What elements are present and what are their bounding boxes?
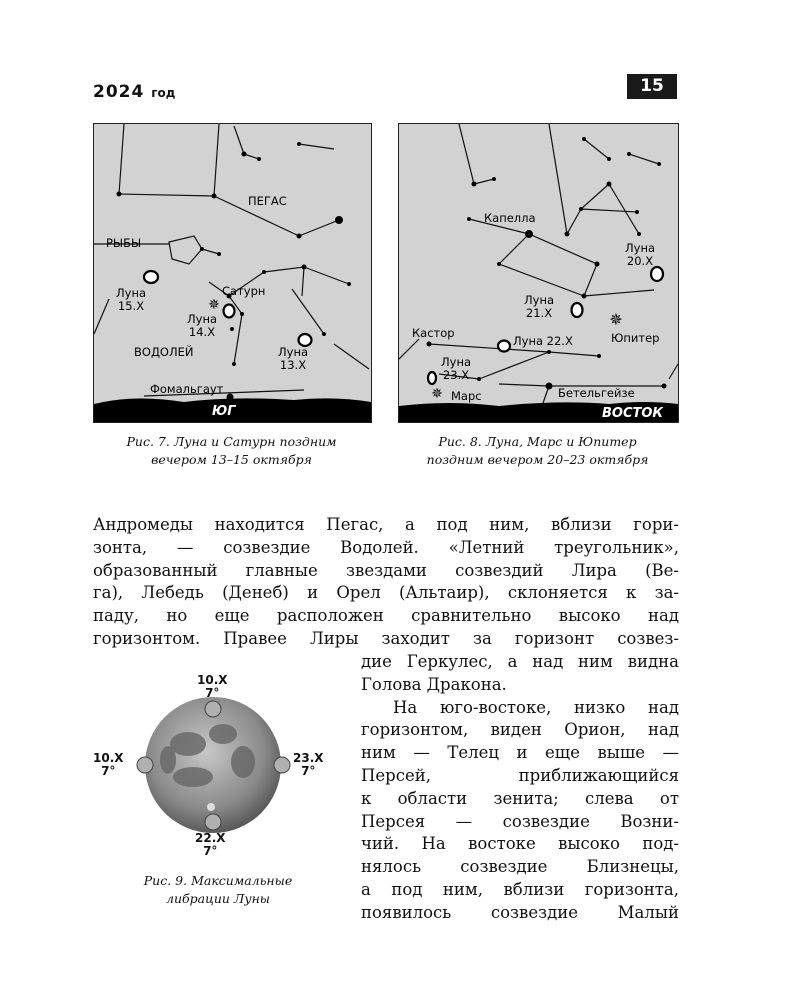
body-text	[93, 514, 679, 651]
text-line: Андромеды находится Пегас, а под ним, вблизи гори-	[93, 515, 679, 534]
figure-9-moon	[93, 672, 343, 872]
text-line: зонта, — созвездие Водолей. «Летний треугольник»,	[93, 537, 679, 557]
text-line: дие Геркулес, а над ним видна	[361, 652, 679, 671]
label-moon-23: Луна 23.X	[441, 355, 472, 382]
label-moon-22: Луна 22.X	[513, 334, 573, 348]
svg-text:✵: ✵	[609, 310, 623, 329]
text-line: нялось созвездие Близнецы,	[361, 857, 679, 877]
text-line: а под ним, вблизи горизонта,	[361, 879, 679, 899]
label-castor: Кастор	[412, 326, 455, 340]
running-header	[93, 82, 175, 102]
header-year: 2024	[93, 82, 145, 102]
text-line: Персея — созвездие Возни-	[361, 811, 679, 831]
libration-bottom-label: 22.X 7°	[195, 831, 226, 858]
text-line: горизонтом, виден Орион, над	[361, 720, 679, 740]
label-moon-14: Луна 14.X	[187, 312, 218, 339]
text-line: горизонтом. Правее Лиры заходит за горизонт созвез-	[93, 628, 679, 648]
text-line: паду, но еще расположен сравнительно высоко над	[93, 606, 679, 626]
label-pegasus: ПЕГАС	[248, 194, 287, 208]
svg-text:✵: ✵	[208, 297, 220, 313]
label-moon-21: Луна 21.X	[524, 293, 555, 320]
label-saturn: Сатурн	[222, 284, 266, 298]
svg-text:✵: ✵	[431, 386, 443, 402]
text-line: чий. На востоке высоко под-	[361, 834, 679, 854]
label-moon-20: Луна 20.X	[625, 241, 656, 268]
header-year-suffix: год	[151, 86, 176, 100]
libration-top-label: 10.X 7°	[197, 673, 228, 700]
page-number: 15	[627, 74, 677, 99]
libration-left-label: 10.X 7°	[93, 751, 124, 778]
label-moon-13: Луна 13.X	[278, 345, 309, 372]
text-line: На юго-востоке, низко над	[393, 697, 679, 717]
figure-7-star-chart	[93, 123, 372, 423]
body-text-right-column	[361, 651, 679, 925]
label-fomalhaut: Фомальгаут	[150, 382, 224, 396]
figure-7-drawing	[94, 124, 371, 422]
text-line: Голова Дракона.	[361, 674, 507, 694]
label-moon-15: Луна 15.X	[116, 286, 147, 313]
label-mars: Марс	[451, 389, 482, 403]
label-betelgeuse: Бетельгейзе	[558, 386, 635, 400]
text-line: образованный главные звездами созвездий Лира (Ве-	[93, 560, 679, 580]
label-jupiter: Юпитер	[611, 331, 660, 345]
text-line: ним — Телец и еще выше —	[361, 743, 679, 763]
text-line: к области зенита; слева от	[361, 788, 679, 808]
figure-9-caption: Рис. 9. Максимальные либрации Луны	[143, 873, 293, 906]
label-capella: Капелла	[484, 211, 536, 225]
text-line: Персей, приближающийся	[361, 765, 679, 785]
direction-east: ВОСТОК	[602, 406, 664, 421]
text-line: га), Лебедь (Денеб) и Орел (Альтаир), склоняется к за-	[93, 583, 679, 603]
direction-south: ЮГ	[212, 404, 236, 419]
label-pisces: РЫБЫ	[106, 236, 142, 250]
text-line: появилось созвездие Малый	[361, 902, 679, 922]
figure-7-caption: Рис. 7. Луна и Сатурн поздним вечером 13–15 октября	[126, 434, 337, 467]
figure-8-star-chart	[398, 123, 679, 423]
figure-8-caption: Рис. 8. Луна, Марс и Юпитер поздним вечером 20–23 октября	[426, 434, 649, 467]
label-aquarius: ВОДОЛЕЙ	[134, 345, 194, 359]
libration-right-label: 23.X 7°	[293, 751, 324, 778]
